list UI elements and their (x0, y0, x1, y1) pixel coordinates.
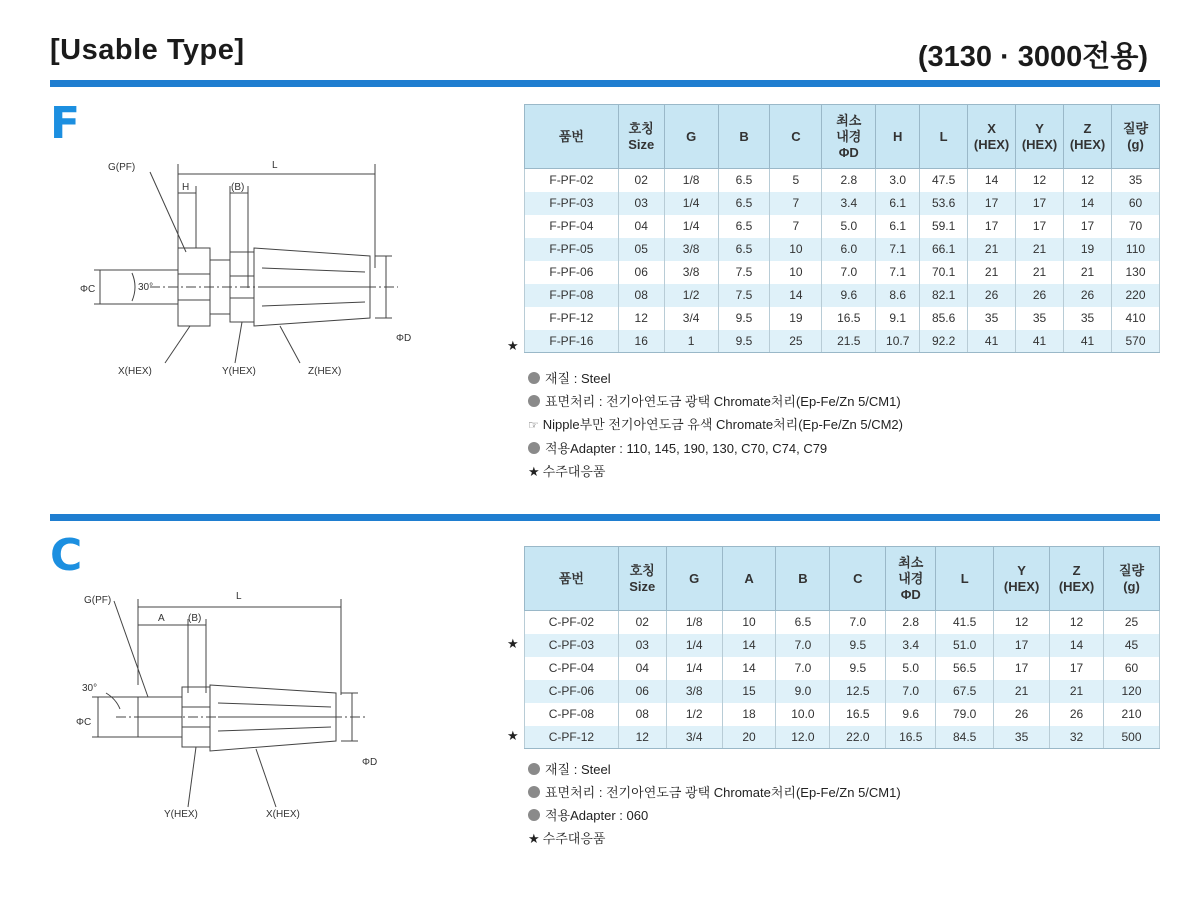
notes-f (528, 367, 903, 483)
col-header: L (936, 547, 994, 611)
col-header: B (718, 105, 770, 169)
note-item: 재질 : Steel (528, 758, 901, 781)
label-phi-c: ΦC (80, 284, 96, 295)
table-f-header-row (525, 105, 1160, 169)
label-phi-d: ΦD (396, 333, 412, 344)
table-row: C-PF-03 03 1/4 14 7.0 9.5 3.4 51.0 17 14 45 (525, 634, 1160, 657)
col-header: 최소 내경 ΦD (822, 105, 876, 169)
bullet-icon (528, 395, 540, 407)
col-header: G (664, 105, 718, 169)
label-g: G(PF) (108, 162, 136, 173)
page-title: [Usable Type] (50, 34, 245, 66)
fitting-f-drawing (80, 148, 430, 383)
spec-table-f (524, 104, 1160, 353)
col-header: A (722, 547, 776, 611)
col-header: Z (HEX) (1064, 105, 1112, 169)
label-g: G(PF) (84, 595, 112, 606)
label-phi-d: ΦD (362, 757, 378, 768)
star-icon: ★ (528, 464, 540, 479)
col-header: L (920, 105, 968, 169)
bullet-icon (528, 809, 540, 821)
table-c-header-row (525, 547, 1160, 611)
note-item: ★ 수주대응품 (528, 831, 606, 846)
col-header: C (830, 547, 886, 611)
label-x-hex: X(HEX) (266, 809, 300, 820)
bullet-icon (528, 786, 540, 798)
col-header: Y (HEX) (1016, 105, 1064, 169)
label-l: L (272, 160, 278, 171)
col-header: C (770, 105, 822, 169)
table-row: F-PF-02 02 1/8 6.5 5 2.8 3.0 47.5 14 12 12 35 (525, 169, 1160, 192)
table-row: C-PF-06 06 3/8 15 9.0 12.5 7.0 67.5 21 21 120 (525, 680, 1160, 703)
col-header: 품번 (525, 105, 619, 169)
col-header: B (776, 547, 830, 611)
bullet-icon (528, 372, 540, 384)
note-item: ☞ Nipple부만 전기아연도금 유색 Chromate처리(Ep-Fe/Zn 5/CM2) (528, 413, 903, 437)
table-row: F-PF-05 05 3/8 6.5 10 6.0 7.1 66.1 21 21 19 110 (525, 238, 1160, 261)
top-divider (50, 80, 1160, 87)
note-item: 적용Adapter : 110, 145, 190, 130, C70, C74, C79 (528, 437, 903, 460)
label-y-hex: Y(HEX) (222, 366, 256, 377)
col-header: H (876, 105, 920, 169)
label-z-hex: Z(HEX) (308, 366, 342, 377)
label-l: L (236, 591, 242, 602)
col-header: 질량 (g) (1112, 105, 1160, 169)
col-header: 질량 (g) (1104, 547, 1160, 611)
label-y-hex: Y(HEX) (164, 809, 198, 820)
notes-c (528, 758, 901, 850)
spec-table-c (524, 546, 1160, 749)
section-c-letter: C (50, 530, 83, 581)
table-row: F-PF-06 06 3/8 7.5 10 7.0 7.1 70.1 21 21 21 130 (525, 261, 1160, 284)
note-item: 적용Adapter : 060 (528, 804, 901, 827)
note-item: 표면처리 : 전기아연도금 광택 Chromate처리(Ep-Fe/Zn 5/CM1) (528, 390, 903, 413)
col-header: 호칭 Size (618, 105, 664, 169)
table-row: C-PF-02 02 1/8 10 6.5 7.0 2.8 41.5 12 12 25 (525, 611, 1160, 634)
row-star-mark: ★ (507, 728, 519, 743)
label-h: H (182, 182, 190, 193)
col-header: 품번 (525, 547, 619, 611)
pointing-hand-icon: ☞ (528, 418, 539, 432)
star-icon: ★ (528, 831, 540, 846)
col-header: Z (HEX) (1050, 547, 1104, 611)
bullet-icon (528, 763, 540, 775)
row-star-mark: ★ (507, 636, 519, 651)
page-subtitle: (3130 · 3000전용) (917, 41, 1148, 73)
note-item: 재질 : Steel (528, 367, 903, 390)
section-f-letter: F (50, 98, 81, 149)
table-row: F-PF-16 16 1 9.5 25 21.5 10.7 92.2 41 41 41 570 (525, 330, 1160, 353)
col-header: 호칭 Size (618, 547, 666, 611)
bullet-icon (528, 442, 540, 454)
table-row: F-PF-12 12 3/4 9.5 19 16.5 9.1 85.6 35 35 35 410 (525, 307, 1160, 330)
table-row: F-PF-08 08 1/2 7.5 14 9.6 8.6 82.1 26 26 26 220 (525, 284, 1160, 307)
label-angle: 30° (82, 683, 98, 694)
col-header: G (666, 547, 722, 611)
row-star-mark: ★ (507, 338, 519, 353)
table-row: F-PF-03 03 1/4 6.5 7 3.4 6.1 53.6 17 17 14 60 (525, 192, 1160, 215)
label-b: (B) (188, 613, 202, 624)
table-row: C-PF-12 12 3/4 20 12.0 22.0 16.5 84.5 35 32 500 (525, 726, 1160, 749)
section-divider (50, 514, 1160, 521)
table-row: C-PF-04 04 1/4 14 7.0 9.5 5.0 56.5 17 17 60 (525, 657, 1160, 680)
label-x-hex: X(HEX) (118, 366, 152, 377)
fitting-c-drawing (76, 585, 406, 825)
label-b: (B) (231, 182, 245, 193)
label-angle: 30° (138, 282, 154, 293)
table-row: F-PF-04 04 1/4 6.5 7 5.0 6.1 59.1 17 17 17 70 (525, 215, 1160, 238)
col-header: Y (HEX) (994, 547, 1050, 611)
label-phi-c: ΦC (76, 717, 92, 728)
note-item: 표면처리 : 전기아연도금 광택 Chromate처리(Ep-Fe/Zn 5/CM1) (528, 781, 901, 804)
table-row: C-PF-08 08 1/2 18 10.0 16.5 9.6 79.0 26 26 210 (525, 703, 1160, 726)
note-item: ★ 수주대응품 (528, 464, 606, 479)
col-header: 최소 내경 ΦD (886, 547, 936, 611)
label-a: A (158, 613, 165, 624)
col-header: X (HEX) (968, 105, 1016, 169)
